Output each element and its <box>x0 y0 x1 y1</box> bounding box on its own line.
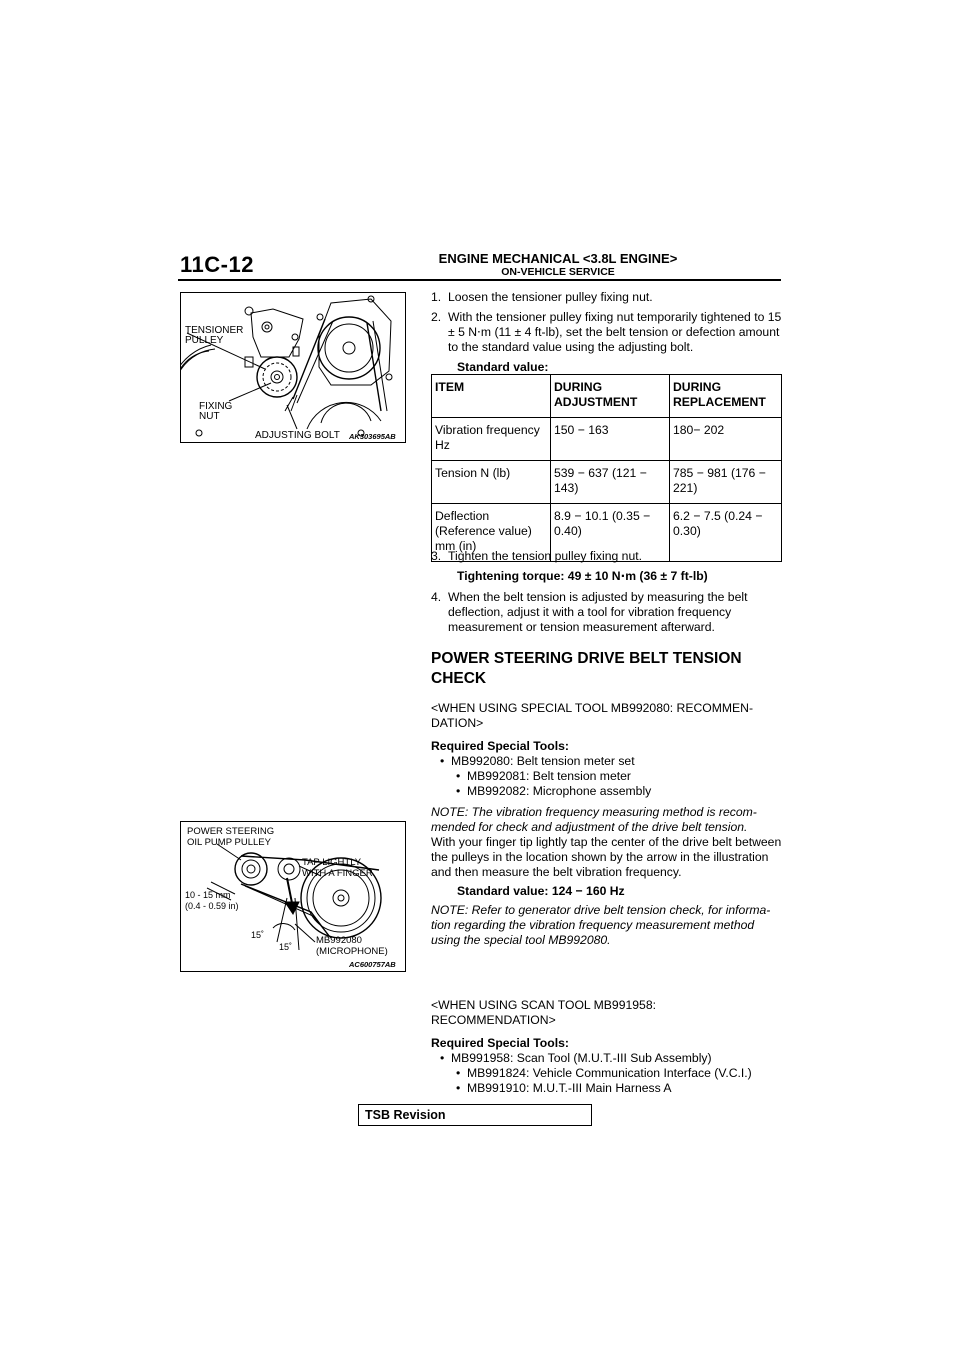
steps-block-a <box>431 290 783 381</box>
tightening-torque: Tightening torque: 49 ± 10 N⋅m (36 ± 7 ft-lb) <box>457 569 708 583</box>
label-tap-1: TAP LIGHTLY <box>302 857 362 868</box>
table-cell: 8.9 − 10.1 (0.35 − 0.40) <box>551 504 670 562</box>
list-item: • MB992081: Belt tension meter <box>431 769 783 784</box>
step-1: 1. Loosen the tensioner pulley fixing nut. <box>431 290 653 304</box>
page-title: ENGINE MECHANICAL <3.8L ENGINE> <box>438 251 678 266</box>
label-mm: 10 - 15 mm <box>185 890 231 900</box>
label-tensioner-1: TENSIONER <box>185 325 244 336</box>
tsb-revision-box: TSB Revision <box>358 1104 592 1126</box>
required-tools-label: Required Special Tools: <box>431 739 569 753</box>
label-ps-2: OIL PUMP PULLEY <box>187 837 271 848</box>
steps-block-b <box>431 549 783 948</box>
table-header-cell: DURING ADJUSTMENT <box>551 375 670 418</box>
step-3: 3. Tighten the tension pulley fixing nut. <box>431 549 642 563</box>
list-item: • MB991824: Vehicle Communication Interface (V.C.I.) <box>431 1066 783 1081</box>
tensioner-pulley-drawing <box>181 293 405 442</box>
scan-tool-heading: <WHEN USING SCAN TOOL MB991958: RECOMMENDATION> <box>431 998 656 1027</box>
label-adjusting-bolt: ADJUSTING BOLT <box>255 430 340 441</box>
standard-value-label: Standard value: <box>457 360 549 374</box>
label-tool-1: MB992080 <box>316 935 362 946</box>
table-header-cell: DURING REPLACEMENT <box>670 375 782 418</box>
label-fixing-2: NUT <box>199 411 220 422</box>
power-steering-drawing <box>181 822 405 971</box>
list-item: • MB991958: Scan Tool (M.U.T.-III Sub Assembly) <box>431 1051 783 1066</box>
list-item: • MB992080: Belt tension meter set <box>431 754 783 769</box>
figure-code: AK303695AB <box>349 432 396 441</box>
table-header-row <box>432 375 782 418</box>
label-angle-2: 15˚ <box>279 942 293 952</box>
table-row <box>432 461 782 504</box>
note-1: NOTE: The vibration frequency measuring method is recom-mended for check and adjustment of the drive belt tension. <box>431 805 757 834</box>
spec-table <box>431 374 782 562</box>
tool-list <box>431 1051 783 1066</box>
special-tool-heading: <WHEN USING SPECIAL TOOL MB992080: RECOMMEN-DATION> <box>431 701 754 730</box>
label-tap-2: WITH A FINGER <box>302 868 373 879</box>
table-cell: 785 − 981 (176 − 221) <box>670 461 782 504</box>
note-2: NOTE: Refer to generator drive belt tension check, for informa-tion regarding the vibration frequency measurement method using the special tool MB992080. <box>431 903 771 947</box>
label-angle-1: 15˚ <box>251 930 265 940</box>
subtool-list <box>431 769 783 799</box>
list-item: • MB992082: Microphone assembly <box>431 784 783 799</box>
required-tools-label: Required Special Tools: <box>431 1036 569 1050</box>
page-subtitle: ON-VEHICLE SERVICE <box>501 266 615 278</box>
instruction-text: With your finger tip lightly tap the center of the drive belt between the pulleys in the location shown by the arrow in the illustration and then measure the belt vibration frequency. <box>431 835 782 879</box>
label-tool-2: (MICROPHONE) <box>316 946 388 957</box>
step-4: 4. When the belt tension is adjusted by measuring the belt deflection, adjust it with a tool for vibration frequency measurement or tension measurement afterward. <box>431 590 748 634</box>
label-fixing-1: FIXING <box>199 401 233 412</box>
figure-code: AC600757AB <box>349 960 396 969</box>
scan-tool-block <box>431 998 783 1096</box>
table-cell: 150 − 163 <box>551 418 670 461</box>
table-header-cell: ITEM <box>432 375 551 418</box>
step-2: 2. With the tensioner pulley fixing nut temporarily tightened to 15 ± 5 N⋅m (11 ± 4 ft-lb), set the belt tension or defection amount to the standard value using the adjusting bolt. <box>431 310 782 354</box>
label-in: (0.4 - 0.59 in) <box>185 901 239 911</box>
table-cell: 180− 202 <box>670 418 782 461</box>
power-steering-figure <box>180 821 406 972</box>
tensioner-pulley-figure <box>180 292 406 443</box>
table-cell: Tension N (lb) <box>432 461 551 504</box>
table-row <box>432 418 782 461</box>
table-cell: 6.2 − 7.5 (0.24 − 0.30) <box>670 504 782 562</box>
section-title: POWER STEERING DRIVE BELT TENSION CHECK <box>431 650 742 687</box>
table-cell: Vibration frequency Hz <box>432 418 551 461</box>
tool-list <box>431 754 783 769</box>
table-cell: 539 − 637 (121 − 143) <box>551 461 670 504</box>
subtool-list <box>431 1066 783 1096</box>
list-item: • MB991910: M.U.T.-III Main Harness A <box>431 1081 783 1096</box>
standard-value-hz: Standard value: 124 − 160 Hz <box>457 884 625 898</box>
table-cell: Deflection (Reference value) mm (in) <box>432 504 551 562</box>
header-rule <box>178 279 781 281</box>
section-code: 11C-12 <box>180 252 254 277</box>
label-tensioner-2: PULLEY <box>185 335 224 346</box>
label-ps-1: POWER STEERING <box>187 826 275 837</box>
